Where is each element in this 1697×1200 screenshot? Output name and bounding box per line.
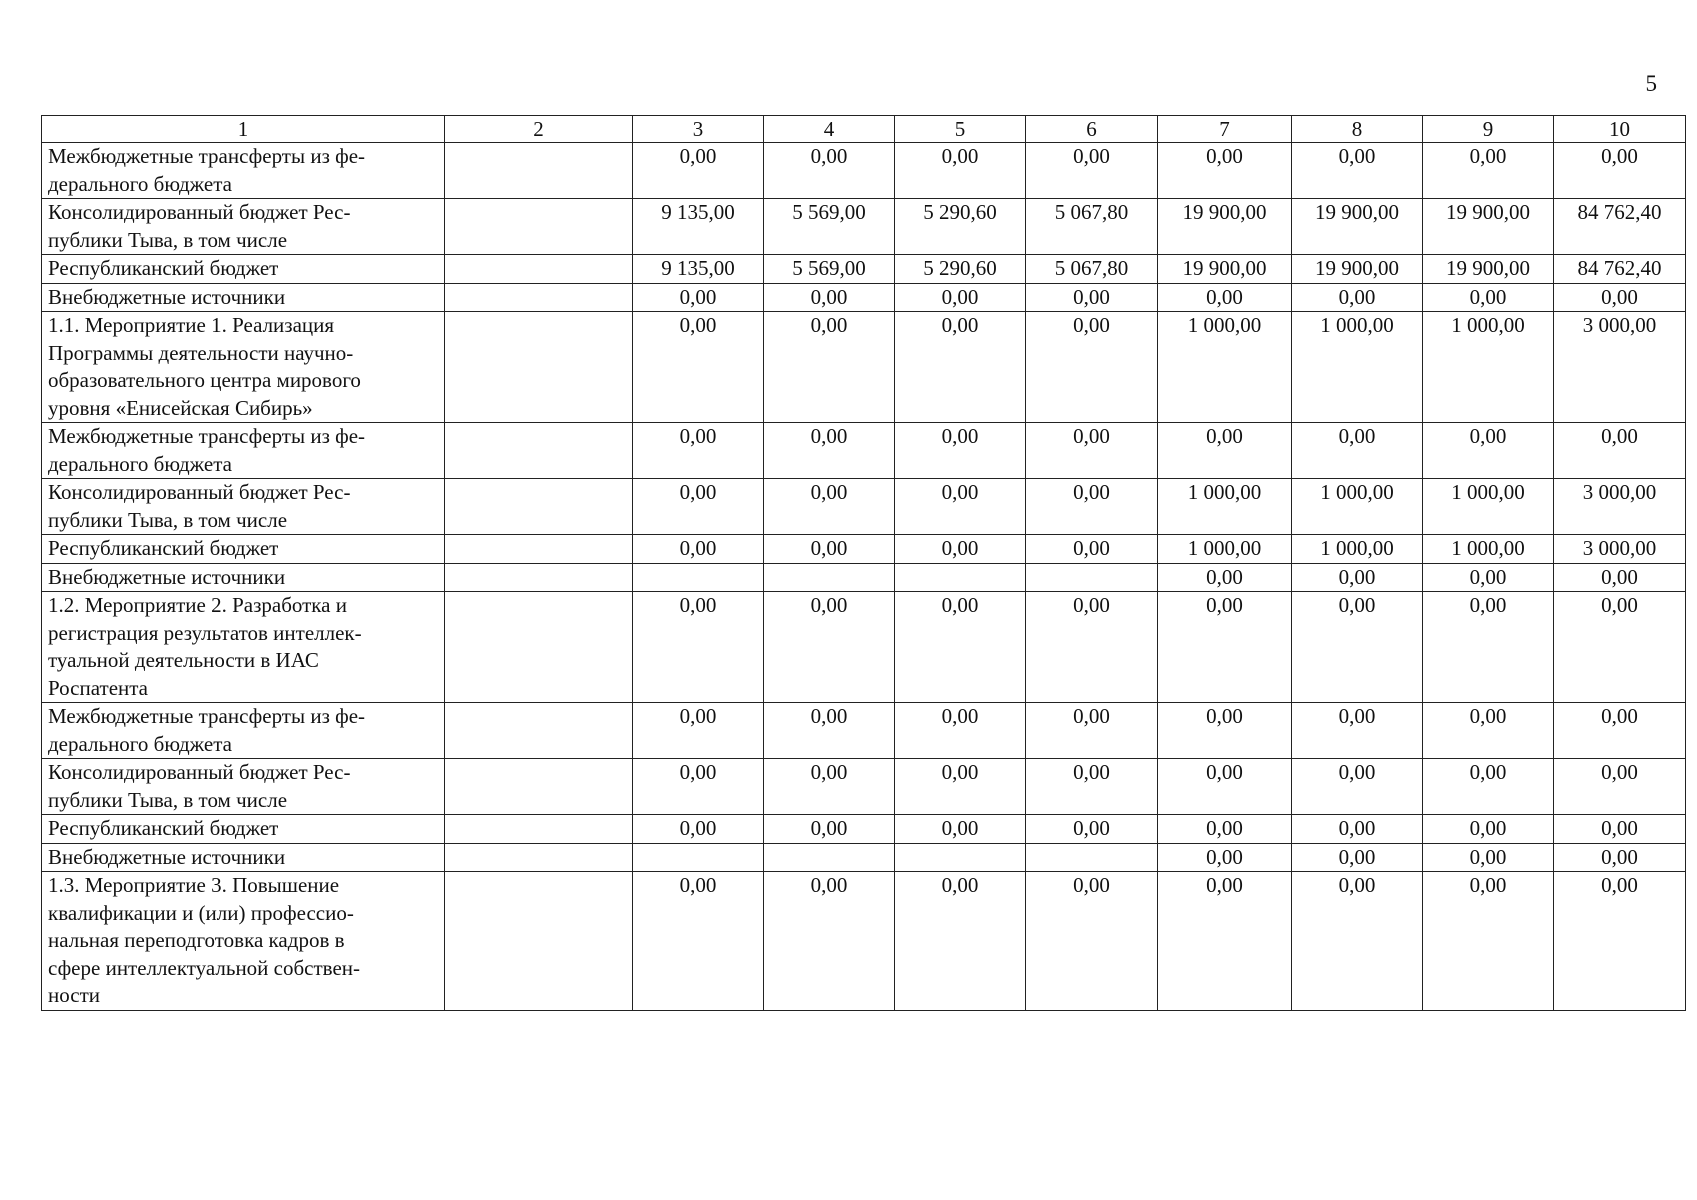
value-cell-col7: 0,00 — [1158, 843, 1292, 872]
value-cell-col3: 0,00 — [633, 872, 764, 1011]
value-cell-col9: 1 000,00 — [1423, 479, 1554, 535]
value-cell-col3: 0,00 — [633, 815, 764, 844]
column-header-6: 6 — [1026, 116, 1158, 143]
table-row — [42, 143, 1686, 199]
value-cell-col4: 0,00 — [764, 143, 895, 199]
value-cell-col4: 0,00 — [764, 479, 895, 535]
value-cell-col4: 0,00 — [764, 535, 895, 564]
value-cell-col3: 0,00 — [633, 283, 764, 312]
row-label: Межбюджетные трансферты из фе- дерального бюджета — [42, 143, 445, 199]
executor-cell — [445, 815, 633, 844]
value-cell-col3: 0,00 — [633, 423, 764, 479]
value-cell-col9: 19 900,00 — [1423, 255, 1554, 284]
table-row — [42, 283, 1686, 312]
row-label: Консолидированный бюджет Рес- публики Тыва, в том числе — [42, 759, 445, 815]
table-row — [42, 815, 1686, 844]
value-cell-col10: 0,00 — [1554, 563, 1686, 592]
table-row — [42, 535, 1686, 564]
value-cell-col4: 0,00 — [764, 423, 895, 479]
value-cell-col4 — [764, 843, 895, 872]
row-label: Внебюджетные источники — [42, 283, 445, 312]
value-cell-col7: 19 900,00 — [1158, 255, 1292, 284]
value-cell-col5: 0,00 — [895, 479, 1026, 535]
value-cell-col6: 0,00 — [1026, 872, 1158, 1011]
value-cell-col3: 9 135,00 — [633, 255, 764, 284]
value-cell-col4: 5 569,00 — [764, 199, 895, 255]
executor-cell — [445, 592, 633, 703]
value-cell-col4: 0,00 — [764, 759, 895, 815]
value-cell-col8: 19 900,00 — [1292, 255, 1423, 284]
value-cell-col5: 0,00 — [895, 143, 1026, 199]
table-row — [42, 312, 1686, 423]
table-row — [42, 199, 1686, 255]
budget-table — [41, 115, 1686, 1011]
value-cell-col10: 3 000,00 — [1554, 535, 1686, 564]
value-cell-col5: 0,00 — [895, 535, 1026, 564]
value-cell-col10: 0,00 — [1554, 283, 1686, 312]
value-cell-col9: 0,00 — [1423, 143, 1554, 199]
value-cell-col9: 0,00 — [1423, 759, 1554, 815]
table-row — [42, 759, 1686, 815]
value-cell-col3: 0,00 — [633, 143, 764, 199]
value-cell-col3: 0,00 — [633, 535, 764, 564]
row-label: Внебюджетные источники — [42, 843, 445, 872]
value-cell-col5: 0,00 — [895, 423, 1026, 479]
value-cell-col7: 1 000,00 — [1158, 479, 1292, 535]
value-cell-col3 — [633, 843, 764, 872]
value-cell-col6 — [1026, 563, 1158, 592]
value-cell-col5 — [895, 563, 1026, 592]
row-label: Консолидированный бюджет Рес- публики Тыва, в том числе — [42, 479, 445, 535]
value-cell-col6: 5 067,80 — [1026, 255, 1158, 284]
value-cell-col4: 0,00 — [764, 872, 895, 1011]
value-cell-col5 — [895, 843, 1026, 872]
row-label: 1.1. Мероприятие 1. Реализация Программы деятельности научно- образовательного центра мирового уровня «Енисейская Сибирь» — [42, 312, 445, 423]
value-cell-col6: 0,00 — [1026, 535, 1158, 564]
table-row — [42, 703, 1686, 759]
value-cell-col6 — [1026, 843, 1158, 872]
value-cell-col3: 0,00 — [633, 759, 764, 815]
value-cell-col7: 1 000,00 — [1158, 312, 1292, 423]
header-row — [42, 116, 1686, 143]
column-header-5: 5 — [895, 116, 1026, 143]
value-cell-col7: 19 900,00 — [1158, 199, 1292, 255]
executor-cell — [445, 535, 633, 564]
value-cell-col8: 0,00 — [1292, 759, 1423, 815]
value-cell-col5: 0,00 — [895, 592, 1026, 703]
row-label: Республиканский бюджет — [42, 535, 445, 564]
executor-cell — [445, 843, 633, 872]
value-cell-col9: 19 900,00 — [1423, 199, 1554, 255]
value-cell-col7: 0,00 — [1158, 563, 1292, 592]
value-cell-col9: 0,00 — [1423, 592, 1554, 703]
value-cell-col8: 0,00 — [1292, 143, 1423, 199]
executor-cell — [445, 423, 633, 479]
value-cell-col4: 5 569,00 — [764, 255, 895, 284]
value-cell-col5: 0,00 — [895, 815, 1026, 844]
value-cell-col9: 0,00 — [1423, 843, 1554, 872]
value-cell-col6: 0,00 — [1026, 312, 1158, 423]
value-cell-col10: 0,00 — [1554, 872, 1686, 1011]
value-cell-col9: 1 000,00 — [1423, 535, 1554, 564]
value-cell-col10: 0,00 — [1554, 815, 1686, 844]
value-cell-col6: 0,00 — [1026, 703, 1158, 759]
value-cell-col7: 1 000,00 — [1158, 535, 1292, 564]
value-cell-col5: 5 290,60 — [895, 199, 1026, 255]
value-cell-col3: 0,00 — [633, 479, 764, 535]
value-cell-col8: 0,00 — [1292, 703, 1423, 759]
value-cell-col4 — [764, 563, 895, 592]
value-cell-col4: 0,00 — [764, 312, 895, 423]
column-header-7: 7 — [1158, 116, 1292, 143]
value-cell-col7: 0,00 — [1158, 815, 1292, 844]
table-row — [42, 479, 1686, 535]
column-header-8: 8 — [1292, 116, 1423, 143]
value-cell-col9: 1 000,00 — [1423, 312, 1554, 423]
column-header-9: 9 — [1423, 116, 1554, 143]
value-cell-col3: 0,00 — [633, 592, 764, 703]
executor-cell — [445, 199, 633, 255]
value-cell-col10: 3 000,00 — [1554, 479, 1686, 535]
row-label: Республиканский бюджет — [42, 815, 445, 844]
table-row — [42, 563, 1686, 592]
executor-cell — [445, 143, 633, 199]
value-cell-col8: 0,00 — [1292, 843, 1423, 872]
value-cell-col3: 0,00 — [633, 312, 764, 423]
value-cell-col6: 0,00 — [1026, 143, 1158, 199]
value-cell-col4: 0,00 — [764, 283, 895, 312]
executor-cell — [445, 283, 633, 312]
value-cell-col10: 0,00 — [1554, 759, 1686, 815]
value-cell-col6: 0,00 — [1026, 592, 1158, 703]
table-row — [42, 423, 1686, 479]
value-cell-col10: 0,00 — [1554, 703, 1686, 759]
value-cell-col8: 0,00 — [1292, 592, 1423, 703]
value-cell-col8: 0,00 — [1292, 283, 1423, 312]
value-cell-col9: 0,00 — [1423, 423, 1554, 479]
column-header-10: 10 — [1554, 116, 1686, 143]
row-label: Межбюджетные трансферты из фе- дерального бюджета — [42, 423, 445, 479]
value-cell-col9: 0,00 — [1423, 703, 1554, 759]
row-label: Консолидированный бюджет Рес- публики Тыва, в том числе — [42, 199, 445, 255]
value-cell-col5: 5 290,60 — [895, 255, 1026, 284]
value-cell-col6: 0,00 — [1026, 759, 1158, 815]
row-label: Внебюджетные источники — [42, 563, 445, 592]
value-cell-col8: 0,00 — [1292, 563, 1423, 592]
value-cell-col8: 1 000,00 — [1292, 312, 1423, 423]
value-cell-col10: 0,00 — [1554, 423, 1686, 479]
value-cell-col7: 0,00 — [1158, 872, 1292, 1011]
row-label: Межбюджетные трансферты из фе- дерального бюджета — [42, 703, 445, 759]
value-cell-col8: 19 900,00 — [1292, 199, 1423, 255]
column-header-4: 4 — [764, 116, 895, 143]
value-cell-col3: 9 135,00 — [633, 199, 764, 255]
row-label: 1.3. Мероприятие 3. Повышение квалификации и (или) профессио- нальная переподготовка кадров в сфере интеллектуальной собствен- ности — [42, 872, 445, 1011]
table-row — [42, 872, 1686, 1011]
value-cell-col4: 0,00 — [764, 703, 895, 759]
value-cell-col8: 1 000,00 — [1292, 535, 1423, 564]
table-row — [42, 592, 1686, 703]
table-row — [42, 255, 1686, 284]
value-cell-col9: 0,00 — [1423, 872, 1554, 1011]
executor-cell — [445, 563, 633, 592]
table-body — [42, 116, 1686, 1011]
executor-cell — [445, 759, 633, 815]
value-cell-col8: 0,00 — [1292, 872, 1423, 1011]
value-cell-col10: 84 762,40 — [1554, 255, 1686, 284]
value-cell-col6: 5 067,80 — [1026, 199, 1158, 255]
executor-cell — [445, 872, 633, 1011]
value-cell-col10: 0,00 — [1554, 843, 1686, 872]
value-cell-col5: 0,00 — [895, 872, 1026, 1011]
value-cell-col10: 0,00 — [1554, 592, 1686, 703]
value-cell-col8: 0,00 — [1292, 423, 1423, 479]
value-cell-col10: 0,00 — [1554, 143, 1686, 199]
value-cell-col3: 0,00 — [633, 703, 764, 759]
value-cell-col7: 0,00 — [1158, 283, 1292, 312]
value-cell-col5: 0,00 — [895, 312, 1026, 423]
executor-cell — [445, 255, 633, 284]
value-cell-col5: 0,00 — [895, 759, 1026, 815]
value-cell-col3 — [633, 563, 764, 592]
value-cell-col9: 0,00 — [1423, 283, 1554, 312]
executor-cell — [445, 479, 633, 535]
executor-cell — [445, 312, 633, 423]
value-cell-col9: 0,00 — [1423, 563, 1554, 592]
value-cell-col6: 0,00 — [1026, 423, 1158, 479]
value-cell-col7: 0,00 — [1158, 703, 1292, 759]
value-cell-col9: 0,00 — [1423, 815, 1554, 844]
value-cell-col4: 0,00 — [764, 592, 895, 703]
value-cell-col7: 0,00 — [1158, 592, 1292, 703]
value-cell-col5: 0,00 — [895, 283, 1026, 312]
column-header-2: 2 — [445, 116, 633, 143]
value-cell-col8: 0,00 — [1292, 815, 1423, 844]
value-cell-col4: 0,00 — [764, 815, 895, 844]
value-cell-col7: 0,00 — [1158, 759, 1292, 815]
table-row — [42, 843, 1686, 872]
executor-cell — [445, 703, 633, 759]
value-cell-col6: 0,00 — [1026, 479, 1158, 535]
value-cell-col7: 0,00 — [1158, 143, 1292, 199]
column-header-3: 3 — [633, 116, 764, 143]
value-cell-col6: 0,00 — [1026, 815, 1158, 844]
row-label: Республиканский бюджет — [42, 255, 445, 284]
value-cell-col8: 1 000,00 — [1292, 479, 1423, 535]
column-header-1: 1 — [42, 116, 445, 143]
value-cell-col6: 0,00 — [1026, 283, 1158, 312]
row-label: 1.2. Мероприятие 2. Разработка и регистрация результатов интеллек- туальной деятельности в ИАС Роспатента — [42, 592, 445, 703]
value-cell-col5: 0,00 — [895, 703, 1026, 759]
value-cell-col10: 84 762,40 — [1554, 199, 1686, 255]
page-number: 5 — [1645, 71, 1657, 96]
value-cell-col10: 3 000,00 — [1554, 312, 1686, 423]
value-cell-col7: 0,00 — [1158, 423, 1292, 479]
